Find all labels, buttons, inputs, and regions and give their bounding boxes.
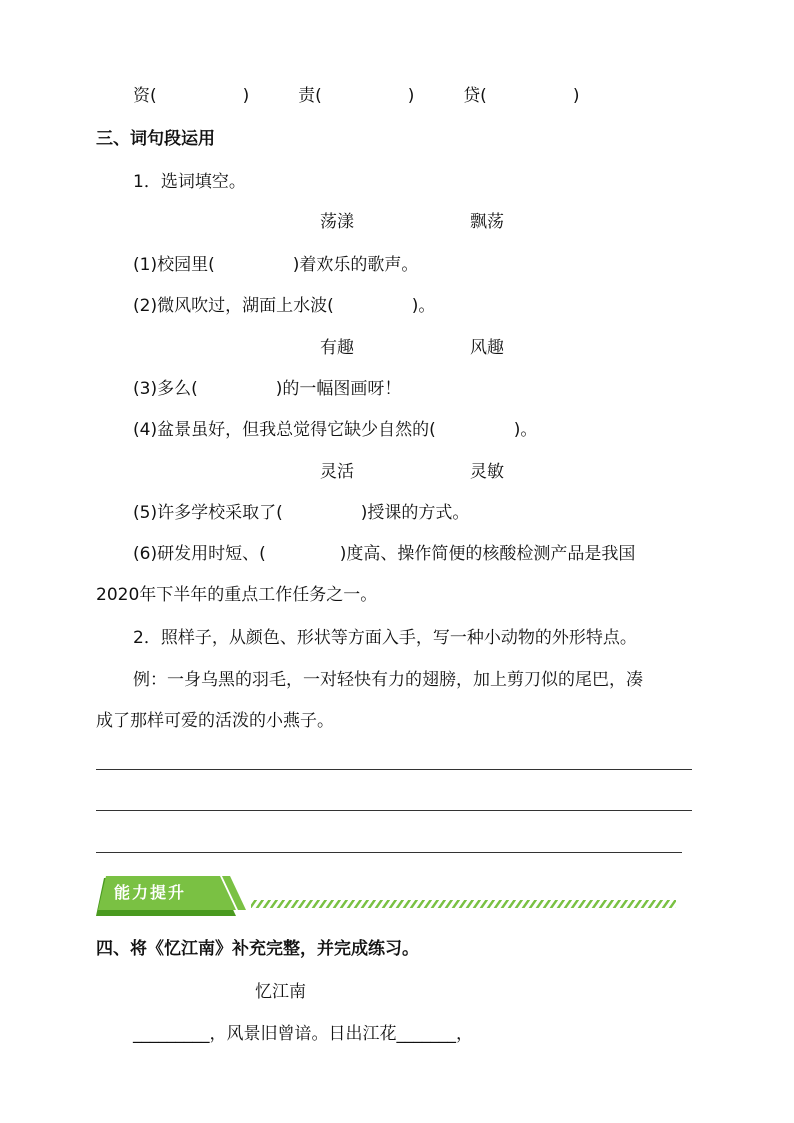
sentence-6 (133, 542, 635, 566)
word-choice-1b: 飘荡 (470, 212, 504, 232)
answer-line-1[interactable] (96, 769, 692, 770)
poem-blank-1[interactable]: _________ (133, 1024, 210, 1044)
section-3-heading: 三、词句段运用 (96, 129, 215, 149)
word-choice-1a: 荡漾 (320, 212, 354, 232)
banner-stripes (251, 900, 676, 908)
banner-label: 能力提升 (114, 883, 187, 902)
char-fill-row (133, 84, 579, 108)
poem-title: 忆江南 (255, 982, 306, 1002)
poem-line-1 (133, 1022, 473, 1046)
sentence-6-end: )度高、操作简便的核酸检测产品是我国 (339, 544, 636, 564)
sentence-2-end: )。 (411, 296, 436, 316)
sentence-2-start: (2)微风吹过，湖面上水波( (133, 296, 334, 316)
ability-banner (96, 876, 676, 916)
char-zi-label: 资( (133, 86, 157, 106)
sentence-5 (133, 501, 469, 525)
sentence-4 (133, 418, 537, 442)
poem-line-1-text: ，风景旧曾谙。日出江花 (209, 1024, 397, 1044)
sentence-3-end: )的一幅图画呀！ (275, 379, 402, 399)
sentence-3-start: (3)多么( (133, 379, 198, 399)
question-2-title: 2．照样子，从颜色、形状等方面入手，写一种小动物的外形特点。 (133, 628, 637, 648)
answer-line-2[interactable] (96, 810, 692, 811)
sentence-4-end: )。 (513, 420, 538, 440)
section-4-heading: 四、将《忆江南》补充完整，并完成练习。 (96, 939, 419, 959)
sentence-5-end: )授课的方式。 (360, 503, 470, 523)
sentence-4-start: (4)盆景虽好，但我总觉得它缺少自然的( (133, 420, 436, 440)
word-choice-3b: 灵敏 (470, 462, 504, 482)
sentence-3 (133, 377, 401, 401)
sentence-1 (133, 253, 418, 277)
answer-line-3[interactable] (96, 852, 682, 853)
char-zi-close: ) (242, 86, 250, 106)
sentence-1-start: (1)校园里( (133, 255, 215, 275)
sentence-6-continued: 2020年下半年的重点工作任务之一。 (96, 585, 378, 605)
word-choice-2b: 风趣 (470, 338, 504, 358)
poem-blank-2[interactable]: _______ (396, 1024, 456, 1044)
sentence-5-start: (5)许多学校采取了( (133, 503, 283, 523)
sentence-1-end: )着欢乐的歌声。 (292, 255, 419, 275)
example-line-1: 例：一身乌黑的羽毛，一对轻快有力的翅膀，加上剪刀似的尾巴，凑 (133, 670, 643, 690)
char-ze-label: 责( (298, 86, 322, 106)
sentence-6-start: (6)研发用时短、( (133, 544, 266, 564)
word-choice-3a: 灵活 (320, 462, 354, 482)
char-dai-close: ) (572, 86, 580, 106)
example-line-2: 成了那样可爱的活泼的小燕子。 (96, 711, 334, 731)
char-dai-label: 贷( (463, 86, 487, 106)
word-choice-2a: 有趣 (320, 338, 354, 358)
question-1-title: 1．选词填空。 (133, 172, 246, 192)
char-ze-close: ) (407, 86, 415, 106)
sentence-2 (133, 294, 435, 318)
poem-line-1-end: ， (456, 1024, 473, 1044)
